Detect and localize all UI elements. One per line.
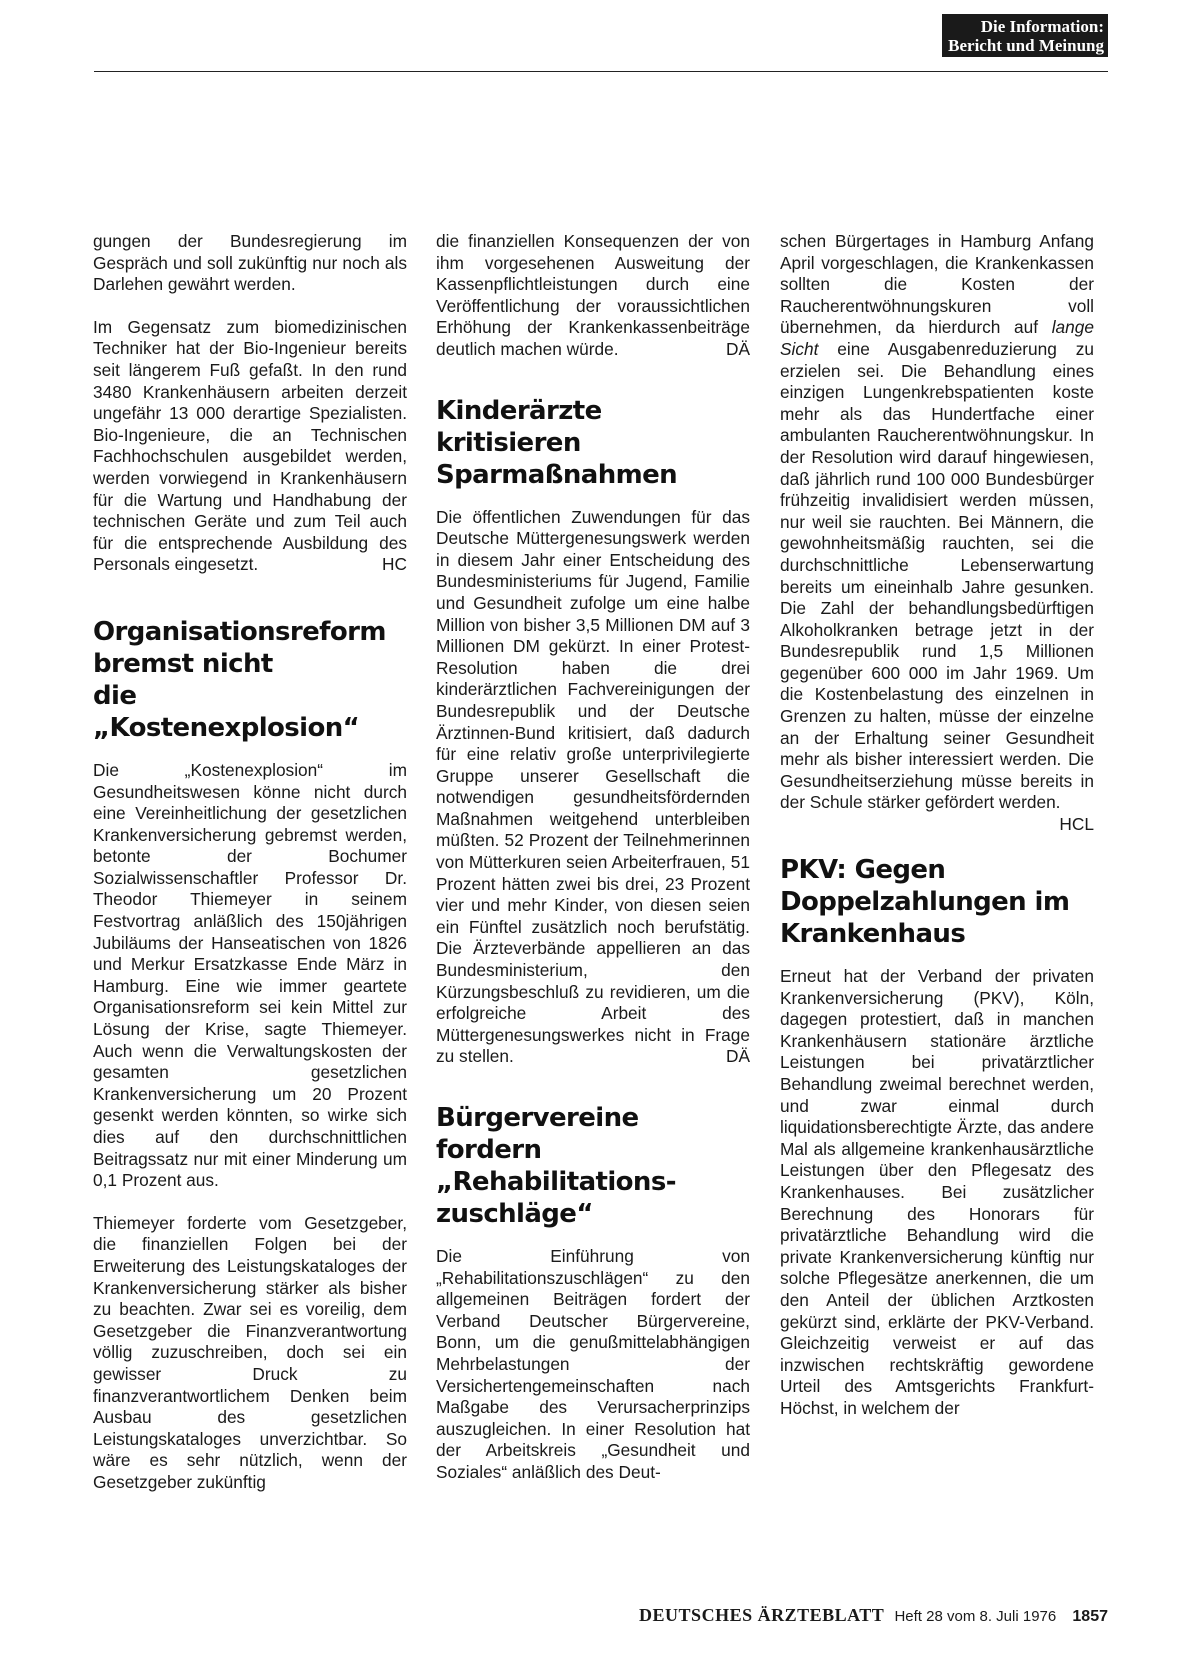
header-rule <box>94 71 1108 72</box>
paragraph-muettergenesungswerk <box>436 507 750 1068</box>
paragraph-bio-ingenieur <box>93 317 407 576</box>
paragraph-kostenexplosion: Die „Kostenexplosion“ im Gesundheitswesen könne nicht durch eine Vereinheitlichung der gesetzlichen Krankenversicherung gebremst werden, betonte der Bochumer Sozialwissenschaftler Professor Dr. Theodor Thiemeyer in seinem Festvortrag anläßlich des 150jährigen Jubiläums der Hanseatischen von 1826 und Merkur Ersatzkasse Ende März in Hamburg. Eine wie immer geartete Organisationsreform sei kein Mittel zur Lösung der Krise, sagte Thiemeyer. Auch wenn die Verwaltungskosten der gesamten gesetzlichen Krankenversicherung um 20 Prozent gesenkt werden könnten, so wirke sich dies auf den durchschnittlichen Beitragssatz nur mit einer Minderung um 0,1 Prozent aus. <box>93 759 407 1191</box>
headline-buergervereine <box>436 1102 750 1230</box>
paragraph-text: Die öffentlichen Zuwendungen für das Deutsche Müttergenesungswerk werden in diesem Jahr einer Entscheidung des Bundesministeriums für Jugend, Familie und Gesundheit zufolge um eine halbe Million von bisher 3,5 Millionen DM auf 3 Millionen DM gekürzt. In einer Protest-Resolution haben die drei kinderärztlichen Fachvereinigungen der Bundesrepublik und der Deutsche Ärztinnen-Bund kritisiert, daß dadurch für eine relativ große unterprivilegierte Gruppe unserer Gesellschaft die notwendigen gesundheitsfördernden Maßnahmen weitgehend unterbleiben müßten. 52 Prozent der Teilnehmerinnen von Mütterkuren seien Arbeiterfrauen, 51 Prozent hätten zwei bis drei, 23 Prozent vier und mehr Kinder, von diesen seien ein Fünftel zusätzlich noch berufstätig. Die Ärzteverbände appellieren an das Bundesministerium, den Kürzungsbeschluß zu revidieren, um die erfolgreiche Arbeit des Müttergenesungswerkes nicht in Frage zu stellen. <box>436 506 750 1067</box>
headline-line: Organisationsreform <box>93 616 386 647</box>
section-label-line1: Die Information: <box>980 17 1104 36</box>
column-1 <box>93 231 407 1494</box>
headline-line: zuschläge“ <box>436 1199 593 1229</box>
headline-line: Bürgervereine fordern <box>436 1103 639 1165</box>
journal-title: DEUTSCHES ÄRZTEBLATT <box>639 1605 885 1625</box>
page-number: 1857 <box>1072 1608 1108 1625</box>
author-signature: DÄ <box>725 1046 750 1067</box>
paragraph-text: die finanziellen Konsequenzen der von ihm vorgesehenen Ausweitung der Kassenpflichtleistungen durch eine Veröffentlichung der voraussichtlichen Erhöhung der Krankenkassenbeiträge deutlich machen würde. <box>436 231 750 359</box>
headline-line: PKV: Gegen <box>780 855 946 886</box>
paragraph-text: eine Ausgabenreduzierung zu erzielen sei. Die Behandlung eines einzigen Lungenkrebspatienten koste mehr als das Hundertfache einer ambulanten Raucherentwöhnungskur. In der Resolution wird darauf hingewiesen, daß jährlich rund 100 000 Bundesbürger frühzeitig invalidisiert werden müssen, nur weil sie rauchten. Bei Männern, die gewohnheitsmäßig rauchten, sei die durchschnittliche Lebenserwartung bereits um eineinhalb Jahre gesunken. Die Zahl der behandlungsbedürftigen Alkoholkranken betrage jetzt in der Bundesrepublik rund 1,5 Millionen gegenüber 600 000 im Jahr 1969. Um die Kostenbelastung des einzelnen in Grenzen zu halten, müsse der einzelne an der Erhaltung seiner Gesundheit mehr als bisher interessiert werden. Die Gesundheitserziehung müsse bereits in der Schule stärker gefördert werden. <box>780 338 1094 813</box>
paragraph-buergertag <box>780 231 1094 835</box>
paragraph-rehabilitation: Die Einführung von „Rehabilitationszuschlägen“ zu den allgemeinen Beiträgen fordert der Verband Deutscher Bürgervereine, Bonn, um die genußmittelabhängigen Mehrbelastungen der Versichertengemeinschaften nach Maßgabe des Verursacherprinzips auszugleichen. In einer Resolution hat der Arbeitskreis „Gesundheit und Soziales“ anläßlich des Deut- <box>436 1246 750 1482</box>
paragraph-text: schen Bürgertages in Hamburg Anfang April vorgeschlagen, die Krankenkassen sollten die Kosten der Raucherentwöhnungskuren voll übernehmen, da hierdurch auf <box>780 231 1094 338</box>
headline-line: bremst nicht <box>93 648 273 679</box>
column-2 <box>436 231 750 1484</box>
author-signature: DÄ <box>725 338 750 359</box>
section-label-line2: Bericht und Meinung <box>948 36 1104 55</box>
headline-pkv <box>780 854 1094 950</box>
author-signature: HCL <box>1059 814 1094 835</box>
headline-line: „Rehabilitations- <box>436 1167 676 1197</box>
headline-line: Doppelzahlungen im <box>780 887 1070 918</box>
issue-info: Heft 28 vom 8. Juli 1976 <box>894 1608 1057 1625</box>
emphasis-text: lange Sicht <box>780 317 1094 359</box>
headline-line: Krankenhaus <box>780 919 966 950</box>
headline-line: Kinderärzte kritisieren <box>436 395 602 458</box>
paragraph-thiemeyer: Thiemeyer forderte vom Gesetzgeber, die finanziellen Folgen bei der Erweiterung des Leistungskataloges der Krankenversicherung stärker als bisher zu beachten. Zwar sei es voreilig, dem Gesetzgeber die Finanzverantwortung völlig zuzuschreiben, doch sei ein gewisser Druck zu finanzverantwortlichem Denken beim Ausbau des gesetzlichen Leistungskataloges unverzichtbar. So wäre es sehr nützlich, wenn der Gesetzgeber zukünftig <box>93 1212 407 1492</box>
page-footer <box>639 1605 1108 1626</box>
paragraph-konsequenzen <box>436 231 750 361</box>
headline-organisationsreform <box>93 616 407 744</box>
paragraph-continuation: gungen der Bundesregierung im Gespräch und soll zukünftig nur noch als Darlehen gewährt werden. <box>93 231 407 295</box>
paragraph-doppelzahlungen: Erneut hat der Verband der privaten Krankenversicherung (PKV), Köln, dagegen protestiert, daß in manchen Krankenhäusern stationäre ärztliche Leistungen bei privatärztlicher Behandlung zweimal berechnet werden, und zwar einmal durch liquidationsberechtigte Ärzte, das andere Mal als allgemeine krankenhausärztliche Leistungen über den Pflegesatz des Krankenhauses. Bei zusätzlicher Berechnung des Honorars für privatärztliche Behandlung wird die private Krankenversicherung künftig nur solche Pflegesätze anerkennen, die um den Anteil der üblichen Arztkosten gekürzt sind, erklärte der PKV-Verband. Gleichzeitig verweist er auf das inzwischen rechtskräftig gewordene Urteil des Amtsgerichts Frankfurt-Höchst, in welchem der <box>780 966 1094 1418</box>
section-label <box>942 14 1108 57</box>
headline-line: Sparmaßnahmen <box>436 459 678 490</box>
column-3 <box>780 231 1094 1420</box>
headline-line: die „Kostenexplosion“ <box>93 680 360 743</box>
headline-kinderaerzte <box>436 395 750 491</box>
paragraph-text: Im Gegensatz zum biomedizinischen Techniker hat der Bio-Ingenieur bereits seit längerem Fuß gefaßt. In den rund 3480 Krankenhäusern arbeiten derzeit ungefähr 13 000 derartige Spezialisten. Bio-Ingenieure, die an Technischen Fachhochschulen ausgebildet werden, werden vorwiegend in Krankenhäusern für die Wartung und Handhabung der technischen Geräte und zum Teil auch für die entsprechende Ausbildung des Personals eingesetzt. <box>93 316 407 575</box>
author-signature: HC <box>382 554 407 575</box>
